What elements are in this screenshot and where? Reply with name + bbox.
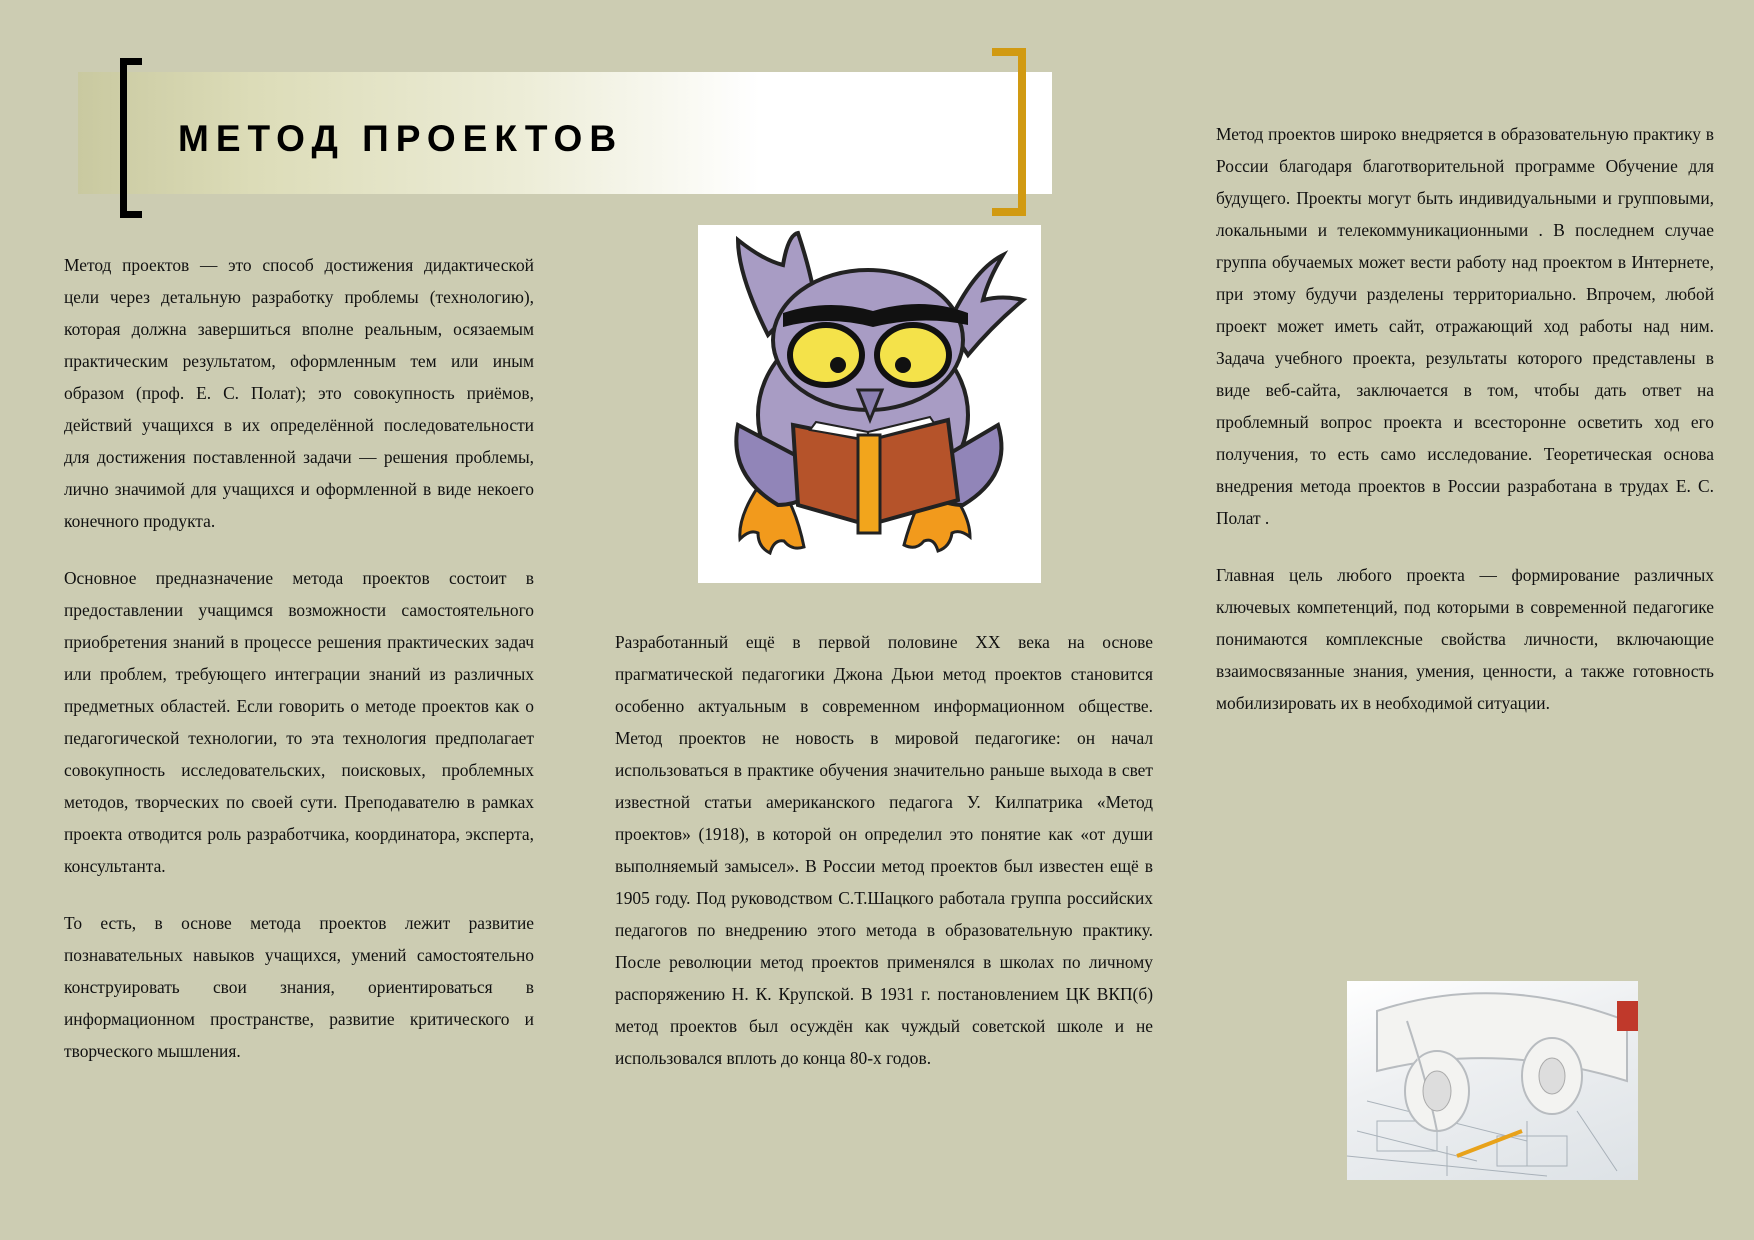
left-text-column	[64, 249, 534, 1092]
paragraph: Метод проектов — это способ достижения дидактической цели через детальную разработку проблемы (технологию), которая должна завершиться вполне реальным, осязаемым практическим результатом, оформленным тем или иным образом (проф. Е. С. Полат); это совокупность приёмов, действий учащихся в их определённой последовательности для достижения поставленной задачи — решения проблемы, лично значимой для учащихся и оформленной в виде некоего конечного продукта.	[64, 255, 534, 531]
owl-icon	[698, 225, 1041, 583]
middle-text-column	[615, 626, 1153, 1099]
blueprint-rolls-icon	[1347, 981, 1638, 1180]
owl-reading-illustration	[698, 225, 1041, 583]
right-text-column	[1216, 118, 1714, 744]
paragraph: То есть, в основе метода проектов лежит развитие познавательных навыков учащихся, умений самостоятельно конструировать свои знания, ориентироваться в информационном пространстве, развитие критического и творческого мышления.	[64, 913, 534, 1061]
page-title: МЕТОД ПРОЕКТОВ	[178, 118, 624, 159]
blueprints-photo	[1347, 981, 1638, 1180]
paragraph: Метод проектов широко внедряется в образовательную практику в России благодаря благотворительной программе Обучение для будущего. Проекты могут быть индивидуальными и групповыми, локальными и телекоммуникационными . В последнем случае группа обучаемых может вести работу над проектом в Интернете, при этому будучи разделены территориально. Впрочем, любой проект может иметь сайт, отражающий ход работы над ним. Задача учебного проекта, результаты которого представлены в виде веб-сайта, заключается в том, чтобы дать ответ на проблемный вопрос проекта и всесторонне осветить ход его получения, то есть само исследование. Теоретическая основа внедрения метода проектов в России разработана в трудах Е. С. Полат .	[1216, 124, 1714, 528]
paragraph: Основное предназначение метода проектов состоит в предоставлении учащимся возможности самостоятельного приобретения знаний в процессе решения практических задач или проблем, требующего интеграции знаний из различных предметных областей. Если говорить о методе проектов как о педагогической технологии, то эта технология предполагает совокупность исследовательских, поисковых, проблемных методов, творческих по своей сути. Преподавателю в рамках проекта отводится роль разработчика, координатора, эксперта, консультанта.	[64, 568, 534, 876]
left-bracket-decoration	[120, 58, 142, 218]
paragraph: Разработанный ещё в первой половине XX века на основе прагматической педагогики Джона Дьюи метод проектов становится особенно актуальным в современном информационном обществе. Метод проектов не новость в мировой педагогике: он начал использоваться в практике обучения значительно раньше выхода в свет известной статьи американского педагога У. Килпатрика «Метод проектов» (1918), в которой он определил это понятие как «от души выполняемый замысел». В России метод проектов был известен ещё в 1905 году. Под руководством С.Т.Шацкого работала группа российских педагогов по внедрению этого метода в образовательную практику. После революции метод проектов применялся в школах по личному распоряжению Н. К. Крупской. В 1931 г. постановлением ЦК ВКП(б) метод проектов был осуждён как чуждый советской школе и не использовался вплоть до конца 80-х годов.	[615, 632, 1153, 1068]
right-bracket-decoration	[992, 48, 1026, 216]
paragraph: Главная цель любого проекта — формирование различных ключевых компетенций, под которыми в современной педагогике понимаются комплексные свойства личности, включающие взаимосвязанные знания, умения, ценности, а также готовность мобилизировать их в необходимой ситуации.	[1216, 565, 1714, 713]
